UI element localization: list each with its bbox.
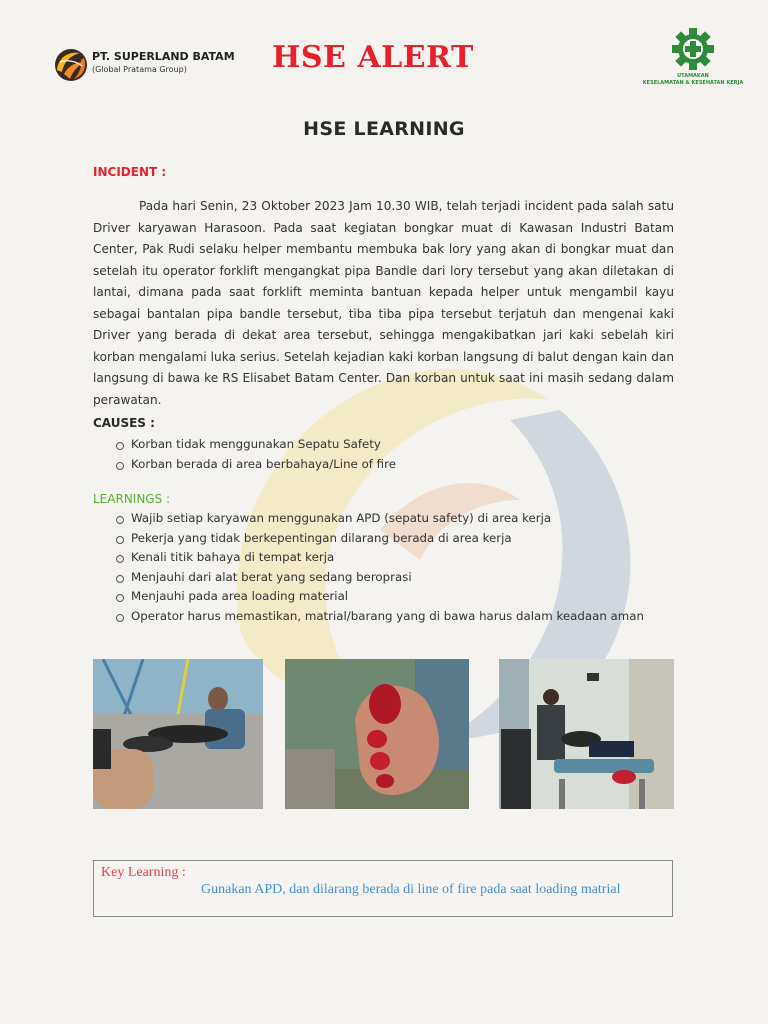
cause-item — [116, 435, 396, 455]
company-logo — [54, 46, 234, 86]
learning-item — [116, 568, 644, 588]
learning-text: Kenali titik bahaya di tempat kerja — [131, 550, 335, 564]
bullet-circle-icon — [116, 575, 124, 583]
key-learning-text: Gunakan APD, dan dilarang berada di line of fire pada saat loading matrial — [201, 882, 621, 897]
incident-photo-hospital — [499, 659, 674, 809]
k3-safety-logo — [640, 26, 744, 96]
bullet-circle-icon — [116, 516, 124, 524]
company-group: (Global Pratama Group) — [92, 65, 187, 74]
bullet-circle-icon — [116, 614, 124, 622]
learning-item — [116, 587, 644, 607]
learning-text: Pekerja yang tidak berkepentingan dilarang berada di area kerja — [131, 530, 512, 545]
learning-text: Menjauhi dari alat berat yang sedang beroprasi — [131, 569, 412, 584]
bullet-circle-icon — [116, 442, 124, 450]
learning-text: Wajib setiap karyawan menggunakan APD (sepatu safety) di area kerja — [131, 511, 552, 525]
incident-label: INCIDENT : — [93, 165, 167, 179]
learning-item — [116, 548, 644, 568]
learning-item — [116, 529, 644, 549]
learning-text: Operator harus memastikan, matrial/barang yang di bawa harus dalam keadaan aman — [131, 608, 644, 623]
company-name: PT. SUPERLAND BATAM — [92, 50, 235, 63]
hse-alert-title: HSE ALERT — [272, 40, 474, 75]
bullet-circle-icon — [116, 594, 124, 602]
learnings-list — [116, 509, 644, 626]
learning-item — [116, 607, 644, 627]
cause-text: Korban berada di area berbahaya/Line of fire — [131, 456, 396, 471]
incident-description: Pada hari Senin, 23 Oktober 2023 Jam 10.30 WIB, telah terjadi incident pada salah satu Driver karyawan Harasoon. Pada saat kegiatan bongkar muat di Kawasan Industri Batam Center, Pak Rudi selaku helper membantu membuka bak lory yang akan di bongkar muat dan setelah itu operator forklift mengangkat pipa Bandle dari lory tersebut yang akan diletakan di lantai, dimana pada saat forklift meminta bantuan kepada helper untuk mengambil kayu sebagai bantalan pipa bandle tersebut, tiba tiba pipa tersebut terjatuh dan mengenai kaki Driver yang berada di dekat area tersebut, sehingga mengakibatkan jari kaki sebelah kiri korban mengalami luka serius. Setelah kejadian kaki korban langsung di balut dengan kain dan langsung di bawa ke RS Elisabet Batam Center. Dan korban untuk saat ini masih sedang dalam perawatan. — [93, 199, 674, 407]
key-learning-box — [93, 860, 673, 917]
incident-photo-injury — [285, 659, 469, 809]
key-learning-label: Key Learning : — [101, 865, 186, 880]
learning-text: Menjauhi pada area loading material — [131, 589, 349, 603]
learning-item — [116, 509, 644, 529]
globe-logo-icon — [54, 48, 88, 82]
document-title: HSE LEARNING — [303, 118, 465, 140]
causes-list — [116, 435, 396, 474]
k3-tagline-line2: KESELAMATAN & KESEHATAN KERJA — [642, 80, 744, 86]
bullet-circle-icon — [116, 555, 124, 563]
cause-text: Korban tidak menggunakan Sepatu Safety — [131, 437, 381, 451]
bullet-circle-icon — [116, 536, 124, 544]
learnings-label: LEARNINGS : — [93, 492, 171, 506]
k3-tagline-line1: UTAMAKAN — [677, 73, 709, 79]
cause-item — [116, 455, 396, 475]
incident-photo-scene — [93, 659, 263, 809]
k3-gear-cross-icon — [670, 26, 716, 72]
causes-label: CAUSES : — [93, 416, 155, 430]
bullet-circle-icon — [116, 462, 124, 470]
